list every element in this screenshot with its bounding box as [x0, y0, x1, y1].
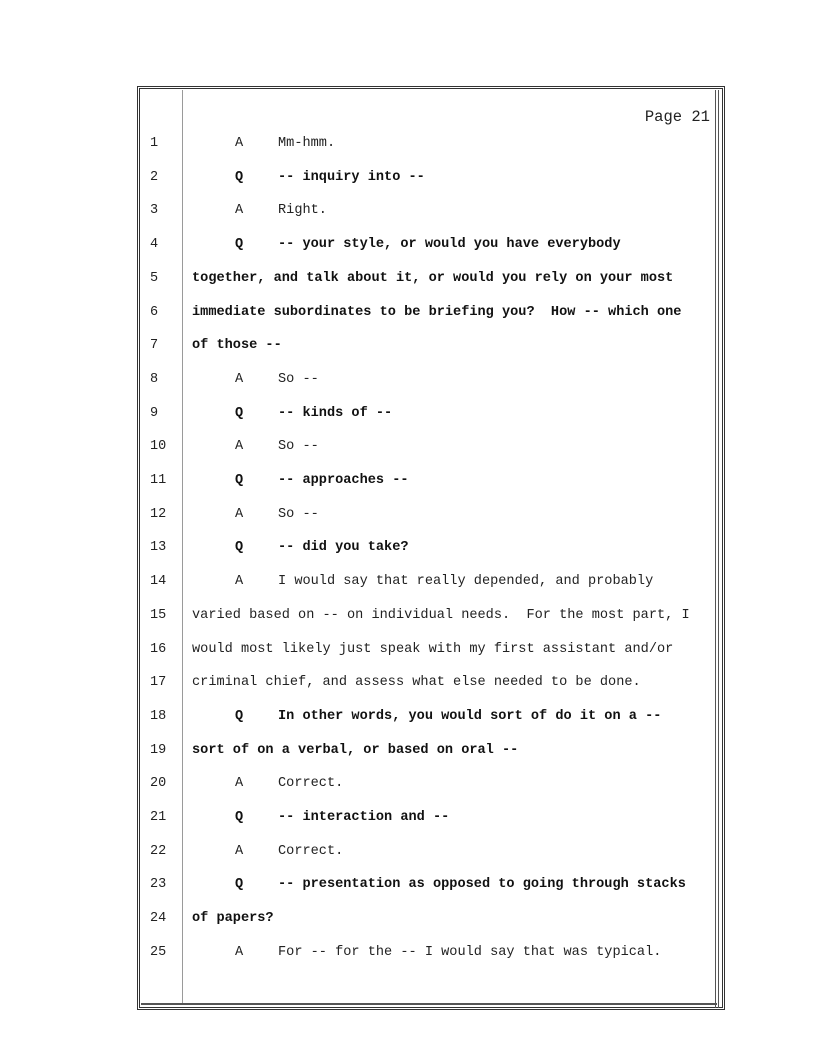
line-number: 17: [150, 675, 167, 690]
line-number: 18: [150, 709, 167, 724]
line-number: 20: [150, 776, 167, 791]
transcript-line-text: would most likely just speak with my first assistant and/or: [192, 642, 674, 657]
speaker-label: Q: [235, 810, 244, 825]
transcript-line-text: -- your style, or would you have everybody: [278, 237, 621, 252]
transcript-line-text: -- approaches --: [278, 473, 409, 488]
speaker-label: A: [235, 507, 244, 522]
transcript-line-text: -- kinds of --: [278, 406, 393, 421]
transcript-line-text: sort of on a verbal, or based on oral --: [192, 743, 519, 758]
speaker-label: A: [235, 439, 244, 454]
page-frame: [137, 86, 725, 1010]
transcript-line-text: For -- for the -- I would say that was typical.: [278, 945, 662, 960]
line-number: 4: [150, 237, 159, 252]
transcript-line-text: -- interaction and --: [278, 810, 450, 825]
speaker-label: A: [235, 945, 244, 960]
line-number: 11: [150, 473, 167, 488]
speaker-label: A: [235, 203, 244, 218]
transcript-line-text: -- inquiry into --: [278, 170, 425, 185]
transcript-line-text: -- did you take?: [278, 540, 409, 555]
frame-bottom-rule: [141, 1003, 717, 1005]
transcript-line-text: Right.: [278, 203, 327, 218]
speaker-label: Q: [235, 406, 244, 421]
speaker-label: Q: [235, 237, 244, 252]
transcript-line-text: Correct.: [278, 844, 344, 859]
line-number: 10: [150, 439, 167, 454]
speaker-label: A: [235, 372, 244, 387]
transcript-line-text: I would say that really depended, and probably: [278, 574, 654, 589]
speaker-label: A: [235, 136, 244, 151]
line-number: 24: [150, 911, 167, 926]
line-number: 8: [150, 372, 159, 387]
transcript-line-text: immediate subordinates to be briefing you? How -- which one: [192, 305, 682, 320]
speaker-label: Q: [235, 473, 244, 488]
frame-right-rule: [715, 90, 719, 1008]
line-number-divider: [182, 90, 183, 1005]
transcript-line-text: So --: [278, 439, 319, 454]
line-number: 5: [150, 271, 159, 286]
line-number: 3: [150, 203, 159, 218]
line-number: 13: [150, 540, 167, 555]
speaker-label: A: [235, 574, 244, 589]
transcript-line-text: of papers?: [192, 911, 274, 926]
transcript-line-text: So --: [278, 507, 319, 522]
speaker-label: A: [235, 776, 244, 791]
line-number: 22: [150, 844, 167, 859]
line-number: 7: [150, 338, 159, 353]
line-number: 12: [150, 507, 167, 522]
speaker-label: A: [235, 844, 244, 859]
line-number: 6: [150, 305, 159, 320]
line-number: 19: [150, 743, 167, 758]
transcript-line-text: Mm-hmm.: [278, 136, 336, 151]
speaker-label: Q: [235, 170, 244, 185]
line-number: 14: [150, 574, 167, 589]
transcript-line-text: varied based on -- on individual needs. For the most part, I: [192, 608, 690, 623]
speaker-label: Q: [235, 709, 244, 724]
transcript-line-text: So --: [278, 372, 319, 387]
transcript-line-text: In other words, you would sort of do it on a --: [278, 709, 662, 724]
transcript-line-text: criminal chief, and assess what else needed to be done.: [192, 675, 641, 690]
transcript-line-text: -- presentation as opposed to going through stacks: [278, 877, 686, 892]
line-number: 16: [150, 642, 167, 657]
line-number: 25: [150, 945, 167, 960]
line-number: 2: [150, 170, 159, 185]
line-number: 9: [150, 406, 159, 421]
line-number: 1: [150, 136, 159, 151]
speaker-label: Q: [235, 540, 244, 555]
speaker-label: Q: [235, 877, 244, 892]
line-number: 21: [150, 810, 167, 825]
transcript-line-text: of those --: [192, 338, 282, 353]
line-number: 23: [150, 877, 167, 892]
transcript-line-text: together, and talk about it, or would you rely on your most: [192, 271, 674, 286]
transcript-line-text: Correct.: [278, 776, 344, 791]
page-number: Page 21: [644, 108, 710, 126]
line-number: 15: [150, 608, 167, 623]
